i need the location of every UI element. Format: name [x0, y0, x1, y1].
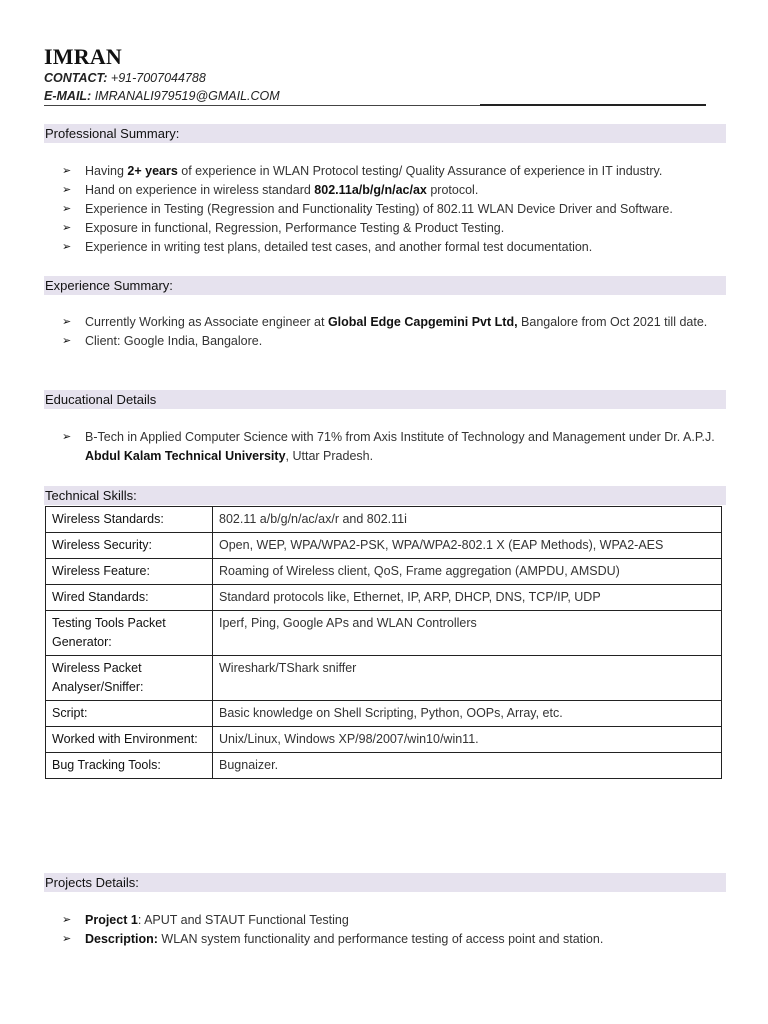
arrowhead-bullet-icon: ➢ — [62, 203, 72, 215]
educational-details-heading: Educational Details — [44, 390, 726, 409]
arrowhead-bullet-icon: ➢ — [62, 241, 72, 253]
arrowhead-bullet-icon: ➢ — [62, 316, 72, 328]
skill-value: Unix/Linux, Windows XP/98/2007/win10/win11. — [213, 727, 722, 753]
list-item: ➢ Experience in Testing (Regression and Functionality Testing) of 802.11 WLAN Device Driver and Software. — [62, 200, 727, 219]
arrowhead-bullet-icon: ➢ — [62, 335, 72, 347]
contact-label: CONTACT: — [44, 71, 108, 85]
table-row — [46, 701, 722, 727]
professional-summary-list — [62, 162, 727, 257]
skill-value: Bugnaizer. — [213, 753, 722, 779]
arrowhead-bullet-icon: ➢ — [62, 165, 72, 177]
skill-value: Wireshark/TShark sniffer — [213, 656, 722, 701]
list-item: ➢ Having 2+ years of experience in WLAN Protocol testing/ Quality Assurance of experience in IT industry. — [62, 162, 727, 181]
skill-key: Wireless Packet Analyser/Sniffer: — [46, 656, 213, 701]
table-row — [46, 507, 722, 533]
professional-summary-heading: Professional Summary: — [44, 124, 726, 143]
skill-value: Iperf, Ping, Google APs and WLAN Controllers — [213, 611, 722, 656]
skill-key: Worked with Environment: — [46, 727, 213, 753]
experience-summary-heading: Experience Summary: — [44, 276, 726, 295]
arrowhead-bullet-icon: ➢ — [62, 933, 72, 945]
skill-value: Standard protocols like, Ethernet, IP, ARP, DHCP, DNS, TCP/IP, UDP — [213, 585, 722, 611]
table-row — [46, 611, 722, 656]
list-item: ➢ Experience in writing test plans, detailed test cases, and another formal test documentation. — [62, 238, 727, 257]
table-row — [46, 753, 722, 779]
email-line — [44, 89, 280, 103]
projects-list — [62, 911, 727, 949]
skill-key: Wired Standards: — [46, 585, 213, 611]
arrowhead-bullet-icon: ➢ — [62, 184, 72, 196]
skill-key: Testing Tools Packet Generator: — [46, 611, 213, 656]
skill-key: Wireless Feature: — [46, 559, 213, 585]
table-row — [46, 533, 722, 559]
experience-summary-list — [62, 313, 727, 351]
candidate-name: IMRAN — [44, 44, 122, 69]
skill-key: Script: — [46, 701, 213, 727]
email-label: E-MAIL: — [44, 89, 92, 103]
educational-details-list — [62, 428, 727, 466]
skill-value: Open, WEP, WPA/WPA2-PSK, WPA/WPA2-802.1 X (EAP Methods), WPA2-AES — [213, 533, 722, 559]
table-row — [46, 585, 722, 611]
technical-skills-heading: Technical Skills: — [44, 486, 726, 505]
skill-key: Wireless Standards: — [46, 507, 213, 533]
list-item: ➢ Description: WLAN system functionality and performance testing of access point and station. — [62, 930, 727, 949]
skill-value: 802.11 a/b/g/n/ac/ax/r and 802.11i — [213, 507, 722, 533]
contact-phone: +91-7007044788 — [110, 71, 206, 85]
projects-details-heading: Projects Details: — [44, 873, 726, 892]
skill-key: Bug Tracking Tools: — [46, 753, 213, 779]
arrowhead-bullet-icon: ➢ — [62, 914, 72, 926]
skill-value: Basic knowledge on Shell Scripting, Python, OOPs, Array, etc. — [213, 701, 722, 727]
skill-value: Roaming of Wireless client, QoS, Frame aggregation (AMPDU, AMSDU) — [213, 559, 722, 585]
list-item: ➢ Client: Google India, Bangalore. — [62, 332, 727, 351]
table-row — [46, 656, 722, 701]
table-row — [46, 727, 722, 753]
header-divider-accent — [480, 104, 706, 106]
email-address: IMRANALI979519@GMAIL.COM — [94, 89, 280, 103]
list-item: ➢ B-Tech in Applied Computer Science with 71% from Axis Institute of Technology and Management under Dr. A.P.J. Abdul Kalam Technical University, Uttar Pradesh. — [62, 430, 715, 463]
list-item: ➢ Exposure in functional, Regression, Performance Testing & Product Testing. — [62, 219, 727, 238]
skill-key: Wireless Security: — [46, 533, 213, 559]
technical-skills-table — [45, 506, 722, 779]
arrowhead-bullet-icon: ➢ — [62, 222, 72, 234]
table-row — [46, 559, 722, 585]
list-item: ➢ Currently Working as Associate engineer at Global Edge Capgemini Pvt Ltd, Bangalore from Oct 2021 till date. — [62, 313, 727, 332]
contact-line — [44, 71, 206, 85]
arrowhead-bullet-icon: ➢ — [62, 431, 72, 443]
list-item: ➢ Hand on experience in wireless standard 802.11a/b/g/n/ac/ax protocol. — [62, 181, 727, 200]
list-item: ➢ Project 1: APUT and STAUT Functional Testing — [62, 911, 727, 930]
